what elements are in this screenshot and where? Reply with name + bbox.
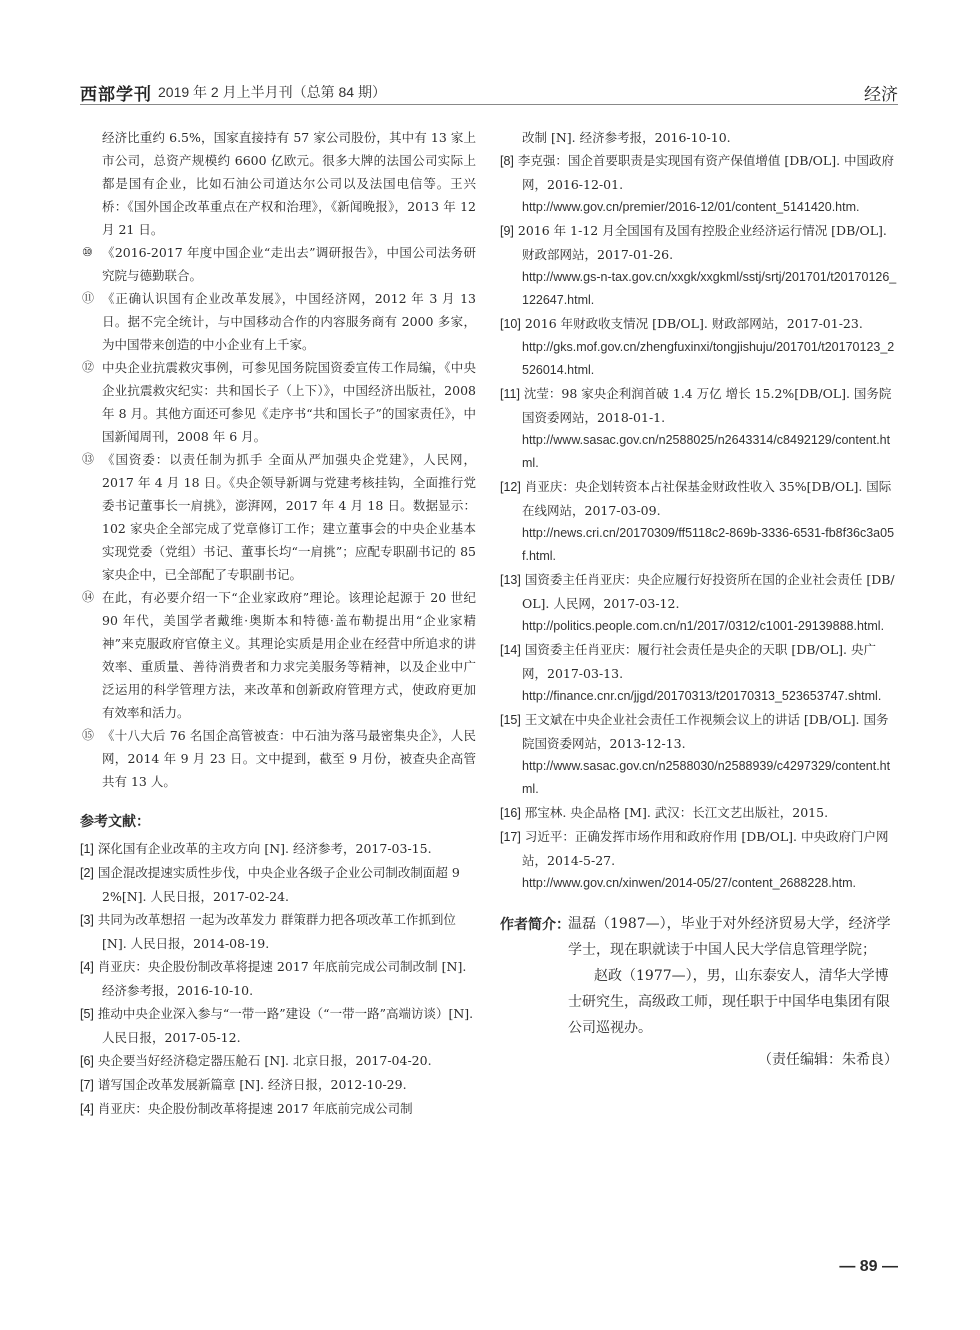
journal-name: 西部学刊	[80, 85, 152, 105]
reference-item	[80, 861, 476, 908]
reference-number: [13]	[500, 573, 521, 587]
reference-number: [8]	[500, 154, 514, 168]
reference-text: 推动中央企业深入参与“一带一路”建设（“一带一路”高端访谈）[N]. 人民日报，2017-05-12.	[97, 1006, 474, 1045]
reference-item	[500, 801, 898, 825]
page-header	[80, 74, 898, 104]
reference-text: 邢宝林. 央企品格 [M]. 武汉：长江文艺出版社，2015.	[524, 805, 829, 820]
reference-item	[500, 126, 898, 149]
reference-item	[500, 825, 898, 895]
author-bio-second: 赵政（1977—），男，山东泰安人，清华大学博士研究生，高级政工师，现任职于中国华电集团有限公司巡视办。	[568, 968, 890, 1036]
footnote-mark: ⑬	[82, 452, 95, 466]
references-list-left	[80, 837, 476, 1121]
reference-number: [10]	[500, 317, 521, 331]
reference-text: 国资委主任肖亚庆：履行社会责任是央企的天职 [DB/OL]. 央广网，2017-03-13.	[522, 642, 876, 681]
reference-item	[500, 382, 898, 475]
reference-item	[500, 708, 898, 801]
reference-text: 2016 年 1-12 月全国国有及国有控股企业经济运行情况 [DB/OL]. 财政部网站，2017-01-26.	[517, 223, 887, 262]
footnote-mark: ⑪	[82, 291, 95, 305]
reference-text: 改制 [N]. 经济参考报，2016-10-10.	[522, 130, 731, 145]
reference-text: 王文斌在中央企业社会责任工作视频会议上的讲话 [DB/OL]. 国务院国资委网站，2013-12-13.	[522, 712, 889, 751]
reference-number: [1]	[80, 842, 94, 856]
footnote-text: 在此，有必要介绍一下“企业家政府”理论。该理论起源于 20 世纪 90 年代，美国学者戴维·奥斯本和特德·盖布勒提出用“企业家精神”来克服政府官僚主义。其理论实质是用企业在经营中所追求的讲效率、重质量、善待消费者和力求完美服务等精神，以及企业中广泛运用的科学管理方法，来改革和创新政府管理方式，使政府更加有效率和活力。	[102, 590, 476, 720]
reference-text: 共同为改革想招 一起为改革发力 群策群力把各项改革工作抓到位 [N]. 人民日报，2014-08-19.	[97, 912, 456, 951]
footnote-text: 《国资委：以责任制为抓手 全面从严加强央企党建》，人民网，2017 年 4 月 18 日。《央企领导新调与党建考核挂钩，全面推行党委书记董事长一肩挑》，澎湃网，2017 年 4 月 18 日。数据显示：102 家央企全部完成了党章修订工作；建立董事会的中央企业基本实现党委（党组）书记、董事长均“一肩挑”；应配专职副书记的 85 家央企中，已全部配了专职副书记。	[102, 452, 476, 582]
reference-text: 肖亚庆：央企股份制改革将提速 2017 年底前完成公司制改制 [N]. 经济参考报，2016-10-10.	[97, 959, 467, 998]
issue-info: 2019 年 2 月上半月刊（总第 84 期）	[158, 84, 386, 100]
reference-text: 肖亚庆：央企股份制改革将提速 2017 年底前完成公司制	[97, 1101, 413, 1116]
footnote	[80, 287, 476, 356]
reference-item	[500, 312, 898, 382]
reference-url[interactable]: http://www.sasac.gov.cn/n2588030/n2588939/c4297329/content.html.	[522, 759, 891, 796]
footnote	[80, 724, 476, 793]
footnote-mark: ⑮	[82, 728, 95, 742]
reference-url[interactable]: http://finance.cnr.cn/jjgd/20170313/t20170313_523653747.shtml.	[522, 689, 882, 703]
footnote-mark: ⑭	[82, 590, 95, 604]
reference-number: [9]	[500, 224, 514, 238]
reference-text: 肖亚庆：央企划转资本占社保基金财政性收入 35%[DB/OL]. 国际在线网站，2017-03-09.	[522, 479, 892, 518]
reference-item	[80, 837, 476, 861]
reference-text: 谱写国企改革发展新篇章 [N]. 经济日报，2012-10-29.	[97, 1077, 407, 1092]
reference-number: [7]	[80, 1078, 94, 1092]
references-heading: 参考文献：	[80, 813, 150, 829]
reference-number: [14]	[500, 643, 521, 657]
reference-text: 国资委主任肖亚庆：央企应履行好投资所在国的企业社会责任 [DB/OL]. 人民网，2017-03-12.	[522, 572, 895, 611]
reference-text: 深化国有企业改革的主攻方向 [N]. 经济参考，2017-03-15.	[97, 841, 432, 856]
reference-url[interactable]: http://gks.mof.gov.cn/zhengfuxinxi/tongjishuju/201701/t20170123_2526014.html.	[522, 340, 895, 377]
footnote	[80, 586, 476, 724]
reference-url[interactable]: http://www.sasac.gov.cn/n2588025/n2643314/c8492129/content.html.	[522, 433, 891, 470]
reference-number: [6]	[80, 1054, 94, 1068]
references-list-right	[500, 126, 898, 895]
reference-url[interactable]: http://www.gov.cn/xinwen/2014-05/27/content_2688228.htm.	[522, 876, 857, 890]
reference-item	[80, 1073, 476, 1097]
footnote	[80, 448, 476, 586]
reference-url[interactable]: http://news.cri.cn/20170309/ff5118c2-869b-3336-6531-fb8f36c3a05f.html.	[522, 526, 895, 563]
reference-item	[80, 1097, 476, 1121]
reference-item	[80, 908, 476, 955]
footnotes	[80, 126, 476, 793]
reference-item	[500, 149, 898, 219]
footnote-text: 经济比重约 6.5%，国家直接持有 57 家公司股份，其中有 13 家上市公司，总资产规模约 6600 亿欧元。很多大牌的法国公司实际上都是国有企业，比如石油公司道达尔公司以及法国电信等。王兴桥：《国外国企改革重点在产权和治理》，《新闻晚报》，2013 年 12 月 21 日。	[102, 130, 476, 237]
footnote-mark: ⑩	[82, 245, 93, 259]
footnote-text: 中央企业抗震救灾事例，可参见国务院国资委宣传工作局编，《中央企业抗震救灾纪实：共和国长子（上下）》，中国经济出版社，2008 年 8 月。其他方面还可参见《走序书“共和国长子”的国家责任》，中国新闻周刊，2008 年 6 月。	[102, 360, 476, 444]
reference-url[interactable]: http://www.gs-n-tax.gov.cn/xxgk/xxgkml/sstj/srtj/201701/t20170126_122647.html.	[522, 270, 897, 307]
left-column	[80, 126, 476, 1121]
author-bio-first: 温磊（1987—），毕业于对外经济贸易大学，经济学学士，现在职就读于中国人民大学信息管理学院；	[568, 916, 891, 958]
reference-url[interactable]: http://politics.people.com.cn/n1/2017/0312/c1001-29139888.html.	[522, 619, 885, 633]
reference-url[interactable]: http://www.gov.cn/premier/2016-12/01/content_5141420.htm.	[522, 200, 860, 214]
author-bio-label: 作者简介：	[500, 916, 570, 932]
right-column	[500, 126, 898, 1069]
header-rule	[80, 104, 898, 105]
section-name: 经济	[864, 85, 898, 105]
reference-number: [11]	[500, 387, 520, 401]
reference-text: 国企混改提速实质性步伐，中央企业各级子企业公司制改制面超 92%[N]. 人民日报，2017-02-24.	[97, 865, 460, 904]
reference-number: [12]	[500, 480, 521, 494]
reference-item	[500, 568, 898, 638]
reference-number: [15]	[500, 713, 521, 727]
reference-number: [2]	[80, 866, 94, 880]
reference-text: 2016 年财政收支情况 [DB/OL]. 财政部网站，2017-01-23.	[524, 316, 863, 331]
page-number: — 89 —	[839, 1258, 898, 1275]
reference-number: [3]	[80, 913, 94, 927]
reference-text: 央企要当好经济稳定器压舱石 [N]. 北京日报，2017-04-20.	[97, 1053, 432, 1068]
reference-text: 习近平：正确发挥市场作用和政府作用 [DB/OL]. 中央政府门户网站，2014-5-27.	[522, 829, 889, 868]
reference-item	[500, 475, 898, 568]
reference-number: [4]	[80, 960, 94, 974]
reference-number: [17]	[500, 830, 521, 844]
reference-text: 李克强：国企首要职责是实现国有资产保值增值 [DB/OL]. 中国政府网，2016-12-01.	[517, 153, 895, 192]
reference-item	[500, 638, 898, 708]
reference-item	[80, 1049, 476, 1073]
reference-number: [16]	[500, 806, 521, 820]
footnote-text: 《正确认识国有企业改革发展》，中国经济网，2012 年 3 月 13 日。据不完全统计，与中国移动合作的内容服务商有 2000 多家，为中国带来创造的中小企业有上千家。	[102, 291, 476, 352]
reference-item	[500, 219, 898, 312]
reference-item	[80, 955, 476, 1002]
footnote-text: 《十八大后 76 名国企高管被查：中石油为落马最密集央企》，人民网，2014 年 9 月 23 日。文中提到，截至 9 月份，被查央企高管共有 13 人。	[102, 728, 476, 789]
reference-number: [5]	[80, 1007, 94, 1021]
footnote-mark: ⑫	[82, 360, 95, 374]
footnote	[80, 241, 476, 287]
reference-item	[80, 1002, 476, 1049]
footnote-text: 《2016-2017 年度中国企业“走出去”调研报告》，中国公司法务研究院与德勤联合。	[102, 245, 476, 283]
footnote	[80, 356, 476, 448]
reference-number: [4]	[80, 1102, 94, 1116]
reference-text: 沈莹：98 家央企利润首破 1.4 万亿 增长 15.2%[DB/OL]. 国务院国资委网站，2018-01-1.	[522, 386, 892, 425]
editor-credit: （责任编辑：朱希良）	[758, 1051, 898, 1067]
footnote	[80, 126, 476, 241]
author-bio	[500, 911, 898, 1041]
